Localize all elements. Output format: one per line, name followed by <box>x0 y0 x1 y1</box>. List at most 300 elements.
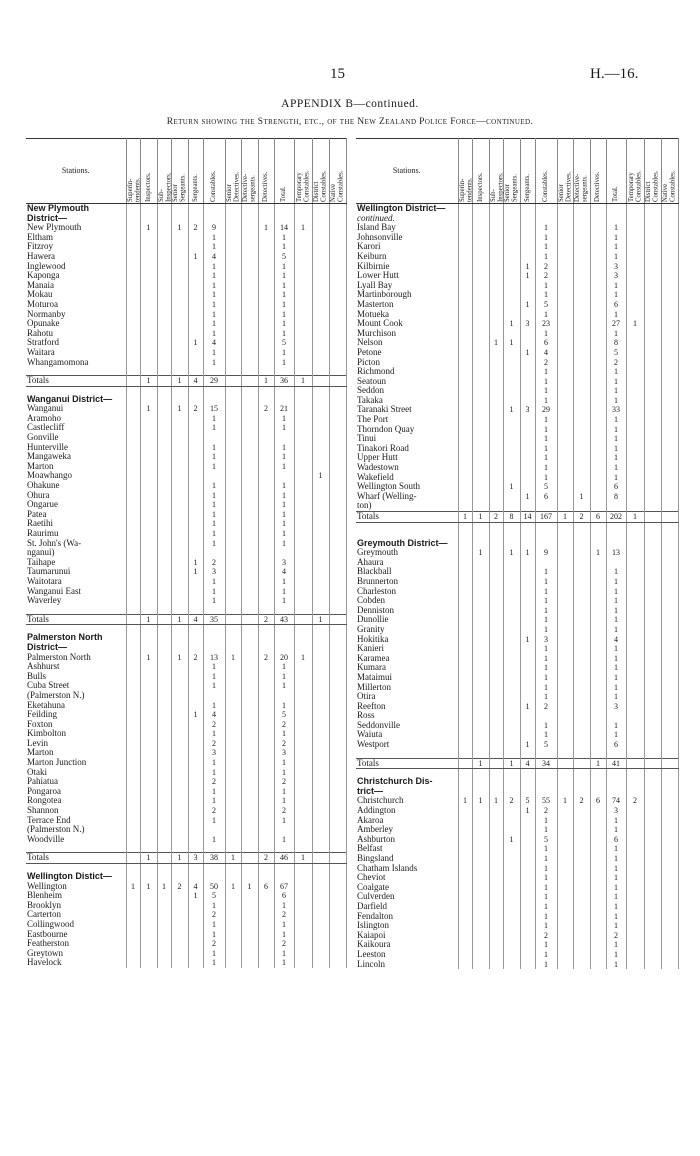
count-cell <box>489 960 503 970</box>
count-cell <box>329 233 346 243</box>
count-cell <box>126 758 140 768</box>
count-cell: 2 <box>203 720 225 730</box>
count-cell <box>520 625 535 635</box>
count-cell <box>140 204 157 214</box>
count-cell <box>520 873 535 883</box>
count-cell <box>329 920 346 930</box>
station-row <box>26 310 346 320</box>
station-name: Waverley <box>26 596 126 606</box>
column-header: Detectives. <box>258 139 274 204</box>
count-cell <box>503 492 520 502</box>
count-cell <box>489 777 503 787</box>
count-cell <box>472 329 489 339</box>
count-cell <box>329 404 346 414</box>
count-cell <box>140 500 157 510</box>
count-cell <box>312 729 329 739</box>
count-cell <box>329 214 346 224</box>
count-cell <box>140 891 157 901</box>
count-cell <box>294 701 312 711</box>
count-cell <box>644 300 661 310</box>
count-cell <box>626 587 644 597</box>
count-cell: 1 <box>626 512 644 523</box>
count-cell <box>503 844 520 854</box>
count-cell <box>126 835 140 845</box>
count-cell: 3 <box>606 806 626 816</box>
count-cell: 1 <box>157 882 171 892</box>
count-cell <box>590 386 606 396</box>
count-cell <box>225 701 241 711</box>
district-heading-row <box>356 777 678 787</box>
count-cell: 1 <box>590 758 606 769</box>
count-cell <box>489 835 503 845</box>
count-cell <box>241 519 258 529</box>
count-cell <box>503 577 520 587</box>
count-cell <box>225 300 241 310</box>
count-cell <box>644 864 661 874</box>
count-cell <box>573 787 590 797</box>
count-cell <box>573 367 590 377</box>
count-cell <box>140 252 157 262</box>
count-cell <box>225 939 241 949</box>
count-cell <box>171 471 188 481</box>
count-cell <box>661 310 678 320</box>
count-cell <box>661 512 678 523</box>
count-cell <box>661 787 678 797</box>
count-cell: 1 <box>188 891 203 901</box>
count-cell <box>458 615 472 625</box>
column-header: Total. <box>606 139 626 204</box>
count-cell <box>140 358 157 368</box>
count-cell <box>520 396 535 406</box>
count-cell <box>573 482 590 492</box>
count-cell: 1 <box>203 443 225 453</box>
count-cell <box>458 912 472 922</box>
count-cell <box>573 902 590 912</box>
count-cell <box>188 748 203 758</box>
count-cell <box>140 481 157 491</box>
count-cell: 202 <box>606 512 626 523</box>
count-cell <box>661 482 678 492</box>
count-cell <box>557 242 573 252</box>
count-cell <box>557 453 573 463</box>
count-cell: 20 <box>274 653 294 663</box>
count-cell: 1 <box>606 892 626 902</box>
station-name: Gonville <box>26 433 126 443</box>
count-cell <box>312 643 329 653</box>
count-cell <box>225 662 241 672</box>
count-cell <box>590 663 606 673</box>
count-cell: 1 <box>203 539 225 549</box>
count-cell <box>458 567 472 577</box>
count-cell <box>188 758 203 768</box>
count-cell: 1 <box>274 701 294 711</box>
count-cell <box>503 434 520 444</box>
count-cell <box>472 348 489 358</box>
count-cell <box>157 835 171 845</box>
count-cell <box>329 614 346 625</box>
count-cell <box>606 787 626 797</box>
count-cell <box>573 453 590 463</box>
count-cell <box>312 920 329 930</box>
count-cell <box>312 290 329 300</box>
count-cell <box>188 462 203 472</box>
station-row <box>26 491 346 501</box>
station-name: Karori <box>356 242 458 252</box>
count-cell <box>520 434 535 444</box>
spacer-row <box>356 522 678 531</box>
count-cell: 1 <box>606 844 626 854</box>
count-cell: 3 <box>274 748 294 758</box>
count-cell <box>626 854 644 864</box>
count-cell <box>535 558 557 568</box>
count-cell <box>458 242 472 252</box>
count-cell <box>458 864 472 874</box>
count-cell <box>312 691 329 701</box>
count-cell <box>489 262 503 272</box>
count-cell <box>626 204 644 214</box>
count-cell: 1 <box>274 577 294 587</box>
count-cell <box>503 367 520 377</box>
count-cell <box>329 816 346 826</box>
count-cell <box>573 931 590 941</box>
count-cell <box>489 444 503 454</box>
count-cell <box>458 854 472 864</box>
count-cell <box>644 711 661 721</box>
count-cell <box>157 748 171 758</box>
count-cell <box>140 806 157 816</box>
count-cell: 1 <box>274 491 294 501</box>
count-cell <box>329 433 346 443</box>
count-cell <box>489 596 503 606</box>
count-cell <box>590 358 606 368</box>
count-cell <box>590 883 606 893</box>
count-cell <box>140 662 157 672</box>
station-row <box>26 404 346 414</box>
count-cell <box>626 310 644 320</box>
count-cell <box>644 415 661 425</box>
count-cell <box>258 920 274 930</box>
count-cell <box>472 501 489 511</box>
count-cell <box>126 548 140 558</box>
count-cell <box>489 921 503 931</box>
count-cell <box>225 462 241 472</box>
count-cell <box>171 710 188 720</box>
count-cell <box>171 835 188 845</box>
count-cell <box>644 473 661 483</box>
count-cell <box>458 367 472 377</box>
count-cell <box>557 721 573 731</box>
count-cell <box>489 329 503 339</box>
count-cell <box>472 940 489 950</box>
count-cell: 9 <box>203 223 225 233</box>
count-cell <box>503 242 520 252</box>
count-cell <box>557 777 573 787</box>
station-row <box>26 452 346 462</box>
count-cell <box>140 796 157 806</box>
count-cell <box>294 358 312 368</box>
count-cell: 1 <box>606 673 626 683</box>
count-cell <box>590 730 606 740</box>
count-cell <box>458 453 472 463</box>
station-row <box>26 882 346 892</box>
station-name: continued. <box>356 214 458 224</box>
count-cell <box>294 710 312 720</box>
station-name: Thorndon Quay <box>356 425 458 435</box>
count-cell <box>520 663 535 673</box>
count-cell: 1 <box>535 587 557 597</box>
count-cell: 1 <box>274 242 294 252</box>
count-cell <box>489 864 503 874</box>
count-cell <box>329 806 346 816</box>
count-cell: 1 <box>606 625 626 635</box>
count-cell <box>557 960 573 970</box>
count-cell <box>157 825 171 835</box>
station-name: Cheviot <box>356 873 458 883</box>
count-cell <box>274 633 294 643</box>
count-cell <box>140 720 157 730</box>
count-cell <box>503 806 520 816</box>
station-name: Brooklyn <box>26 901 126 911</box>
count-cell <box>503 501 520 511</box>
count-cell <box>472 702 489 712</box>
count-cell <box>661 606 678 616</box>
count-cell: 5 <box>535 482 557 492</box>
count-cell <box>171 758 188 768</box>
count-cell <box>661 492 678 502</box>
count-cell <box>557 835 573 845</box>
count-cell <box>140 281 157 291</box>
count-cell <box>458 625 472 635</box>
count-cell <box>258 529 274 539</box>
count-cell <box>171 348 188 358</box>
count-cell <box>157 672 171 682</box>
count-cell <box>503 223 520 233</box>
count-cell: 1 <box>520 348 535 358</box>
count-cell <box>644 310 661 320</box>
count-cell <box>489 434 503 444</box>
count-cell: 23 <box>535 319 557 329</box>
count-cell <box>258 290 274 300</box>
count-cell <box>258 414 274 424</box>
count-cell <box>225 558 241 568</box>
column-header: District Constables. <box>644 139 661 204</box>
count-cell <box>557 844 573 854</box>
count-cell <box>171 262 188 272</box>
count-cell <box>590 405 606 415</box>
count-cell <box>503 596 520 606</box>
count-cell: 2 <box>258 404 274 414</box>
count-cell <box>458 787 472 797</box>
count-cell <box>188 271 203 281</box>
count-cell <box>590 912 606 922</box>
count-cell: 1 <box>241 882 258 892</box>
count-cell: 1 <box>472 512 489 523</box>
count-cell: 1 <box>535 281 557 291</box>
count-cell <box>294 614 312 625</box>
count-cell: 2 <box>503 796 520 806</box>
station-name: Fitzroy <box>26 242 126 252</box>
count-cell <box>661 825 678 835</box>
count-cell <box>626 271 644 281</box>
count-cell: 1 <box>203 729 225 739</box>
count-cell <box>312 462 329 472</box>
count-cell <box>258 910 274 920</box>
count-cell <box>520 692 535 702</box>
count-cell <box>644 758 661 769</box>
count-cell <box>140 510 157 520</box>
district-heading-row <box>26 872 346 882</box>
station-row <box>356 740 678 750</box>
left-stations-table <box>26 138 347 968</box>
count-cell: 6 <box>535 338 557 348</box>
station-row <box>356 233 678 243</box>
count-cell <box>472 415 489 425</box>
station-row <box>356 635 678 645</box>
count-cell <box>644 912 661 922</box>
count-cell <box>157 872 171 882</box>
count-cell <box>225 223 241 233</box>
count-cell <box>188 825 203 835</box>
count-cell <box>312 787 329 797</box>
count-cell <box>573 740 590 750</box>
station-name: Woodville <box>26 835 126 845</box>
count-cell <box>557 577 573 587</box>
count-cell <box>225 500 241 510</box>
count-cell <box>157 891 171 901</box>
station-row <box>356 806 678 816</box>
count-cell <box>294 633 312 643</box>
count-cell <box>294 452 312 462</box>
count-cell <box>644 902 661 912</box>
count-cell <box>329 423 346 433</box>
count-cell <box>573 644 590 654</box>
station-row <box>356 577 678 587</box>
count-cell <box>503 473 520 483</box>
count-cell <box>225 596 241 606</box>
count-cell <box>274 395 294 405</box>
count-cell <box>258 443 274 453</box>
count-cell <box>472 625 489 635</box>
count-cell <box>157 329 171 339</box>
count-cell: 1 <box>203 233 225 243</box>
count-cell <box>157 587 171 597</box>
count-cell <box>573 463 590 473</box>
count-cell <box>626 816 644 826</box>
count-cell <box>661 777 678 787</box>
count-cell: 1 <box>606 290 626 300</box>
station-row <box>356 319 678 329</box>
count-cell <box>225 262 241 272</box>
district-heading-row <box>26 204 346 214</box>
count-cell <box>188 539 203 549</box>
count-cell <box>573 673 590 683</box>
count-cell <box>503 396 520 406</box>
count-cell: 13 <box>606 548 626 558</box>
count-cell <box>258 358 274 368</box>
count-cell <box>661 873 678 883</box>
count-cell: 1 <box>535 453 557 463</box>
count-cell <box>520 654 535 664</box>
count-cell <box>188 510 203 520</box>
station-name: Kumara <box>356 663 458 673</box>
count-cell <box>644 338 661 348</box>
count-cell <box>626 912 644 922</box>
count-cell <box>573 721 590 731</box>
count-cell: 3 <box>203 567 225 577</box>
count-cell <box>661 539 678 549</box>
count-cell <box>644 539 661 549</box>
count-cell <box>329 949 346 959</box>
count-cell <box>126 539 140 549</box>
count-cell: 1 <box>503 405 520 415</box>
count-cell <box>489 386 503 396</box>
count-cell <box>294 891 312 901</box>
count-cell <box>312 519 329 529</box>
count-cell <box>312 539 329 549</box>
spacer-row <box>26 367 346 376</box>
count-cell <box>188 471 203 481</box>
station-name: District— <box>26 643 126 653</box>
count-cell <box>329 204 346 214</box>
count-cell <box>626 758 644 769</box>
count-cell <box>472 242 489 252</box>
count-cell <box>472 338 489 348</box>
count-cell <box>573 892 590 902</box>
count-cell <box>294 281 312 291</box>
count-cell <box>312 853 329 864</box>
count-cell <box>294 768 312 778</box>
count-cell <box>140 233 157 243</box>
column-header: Sergeants. <box>520 139 535 204</box>
count-cell: 5 <box>203 891 225 901</box>
count-cell <box>140 939 157 949</box>
count-cell <box>241 433 258 443</box>
count-cell <box>661 577 678 587</box>
count-cell <box>294 338 312 348</box>
count-cell <box>312 329 329 339</box>
count-cell <box>590 673 606 683</box>
count-cell: 1 <box>535 816 557 826</box>
count-cell <box>140 758 157 768</box>
count-cell <box>472 539 489 549</box>
count-cell <box>140 958 157 968</box>
count-cell <box>661 386 678 396</box>
count-cell <box>312 233 329 243</box>
station-name: Palmerston North <box>26 653 126 663</box>
count-cell <box>626 635 644 645</box>
count-cell: 6 <box>535 492 557 502</box>
count-cell <box>171 491 188 501</box>
count-cell <box>126 329 140 339</box>
count-cell <box>557 338 573 348</box>
count-cell: 2 <box>274 739 294 749</box>
count-cell <box>312 510 329 520</box>
count-cell <box>590 281 606 291</box>
count-cell <box>329 643 346 653</box>
count-cell <box>188 768 203 778</box>
count-cell <box>312 701 329 711</box>
count-cell <box>157 910 171 920</box>
count-cell <box>171 204 188 214</box>
count-cell <box>225 777 241 787</box>
count-cell <box>472 396 489 406</box>
station-name: New Plymouth <box>26 204 126 214</box>
count-cell <box>140 587 157 597</box>
station-name: Tinui <box>356 434 458 444</box>
count-cell <box>140 768 157 778</box>
count-cell <box>661 290 678 300</box>
station-row <box>26 720 346 730</box>
